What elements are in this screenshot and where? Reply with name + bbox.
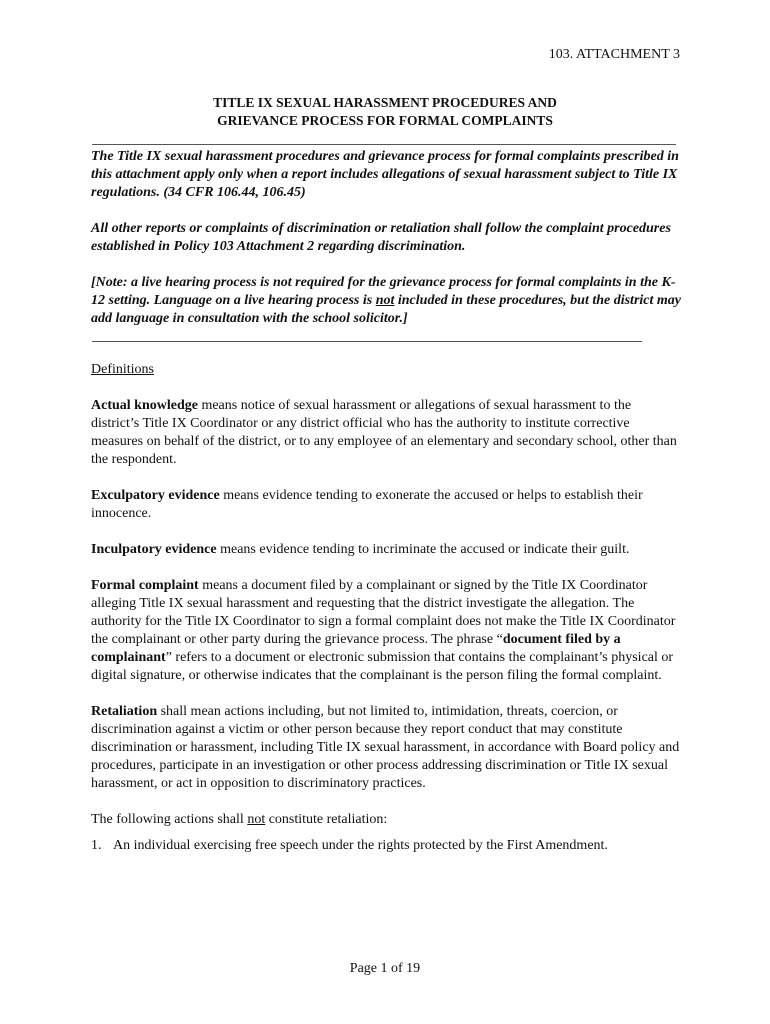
note-not: not [375, 293, 395, 308]
text-formal-complaint-a: means a document filed by a complainant or signed by the Title IX Coordinator alleging Title IX sexual harassment and requesting that the district investigate the allegation. The authority for the Title IX Coordinator to sign a formal complaint does not make the Title IX Coordinator the complainant or other party during the grievance process. The phrase “ [91, 578, 676, 647]
definition-retaliation [91, 703, 681, 793]
term-exculpatory-evidence: Exculpatory evidence [91, 488, 220, 503]
definition-actual-knowledge [91, 397, 681, 469]
term-retaliation: Retaliation [91, 704, 158, 719]
text-inculpatory-evidence: means evidence tending to incriminate the accused or indicate their guilt. [216, 542, 630, 557]
following-text-b: constitute retaliation: [265, 812, 388, 827]
divider-top [92, 144, 676, 145]
term-formal-complaint: Formal complaint [91, 578, 199, 593]
title-line-1: TITLE IX SEXUAL HARASSMENT PROCEDURES AND [213, 95, 557, 110]
definitions-section [91, 361, 681, 855]
text-exculpatory-evidence: means evidence tending to exonerate the accused or helps to establish their innocence. [91, 488, 643, 521]
intro-paragraph-scope: The Title IX sexual harassment procedures and grievance process for formal complaints prescribed in this attachment apply only when a report includes allegations of sexual harassment subject to Title IX regulations. (34 CFR 106.44, 106.45) [91, 149, 679, 200]
text-formal-complaint-b: ” refers to a document or electronic submission that contains the complainant’s physical or digital signature, or otherwise indicates that the complainant is the person filing the formal complaint. [91, 650, 674, 683]
following-text-a: The following actions shall [91, 812, 248, 827]
note-text-a: [Note: a live hearing process is not required for the grievance process for formal complaints in the K-12 setting. Language on a live hearing process is [91, 275, 676, 308]
following-actions-intro [91, 811, 681, 829]
title-line-2: GRIEVANCE PROCESS FOR FORMAL COMPLAINTS [217, 113, 553, 128]
note-text-b: included in these procedures, but the district may add language in consultation with the school solicitor.] [91, 293, 681, 326]
intro-paragraph-other-reports: All other reports or complaints of discrimination or retaliation shall follow the complaint procedures established in Policy 103 Attachment 2 regarding discrimination. [91, 221, 671, 254]
document-title [0, 94, 770, 130]
term-document-filed: document filed by a complainant [91, 632, 621, 665]
definition-formal-complaint [91, 577, 681, 685]
page-number: Page 1 of 19 [349, 961, 421, 976]
intro-block [91, 148, 681, 346]
term-actual-knowledge: Actual knowledge [91, 398, 198, 413]
intro-note [91, 274, 681, 328]
non-retaliation-list [91, 837, 681, 855]
attachment-header: 103. ATTACHMENT 3 [548, 47, 680, 62]
text-actual-knowledge: means notice of sexual harassment or allegations of sexual harassment to the district’s Title IX Coordinator or any district official who has the authority to institute corrective measures on behalf of the district, or to any employee of an elementary and secondary school, other than the respondent. [91, 398, 677, 467]
divider-bottom [92, 341, 642, 342]
list-item-text: An individual exercising free speech under the rights protected by the First Amendment. [113, 838, 608, 853]
term-inculpatory-evidence: Inculpatory evidence [91, 542, 217, 557]
following-not: not [247, 812, 266, 827]
text-retaliation: shall mean actions including, but not limited to, intimidation, threats, coercion, or discrimination against a victim or other person because they report conduct that may constitute discrimination or harassment, including Title IX sexual harassment, in accordance with Board policy and procedures, participate in an investigation or other process addressing discrimination or Title IX sexual harassment, or act in opposition to discriminatory practices. [91, 704, 680, 791]
list-item-number: 1. [91, 838, 102, 853]
definition-exculpatory-evidence [91, 487, 681, 523]
definition-inculpatory-evidence [91, 541, 681, 559]
list-item [91, 837, 681, 855]
definitions-heading: Definitions [91, 362, 154, 377]
